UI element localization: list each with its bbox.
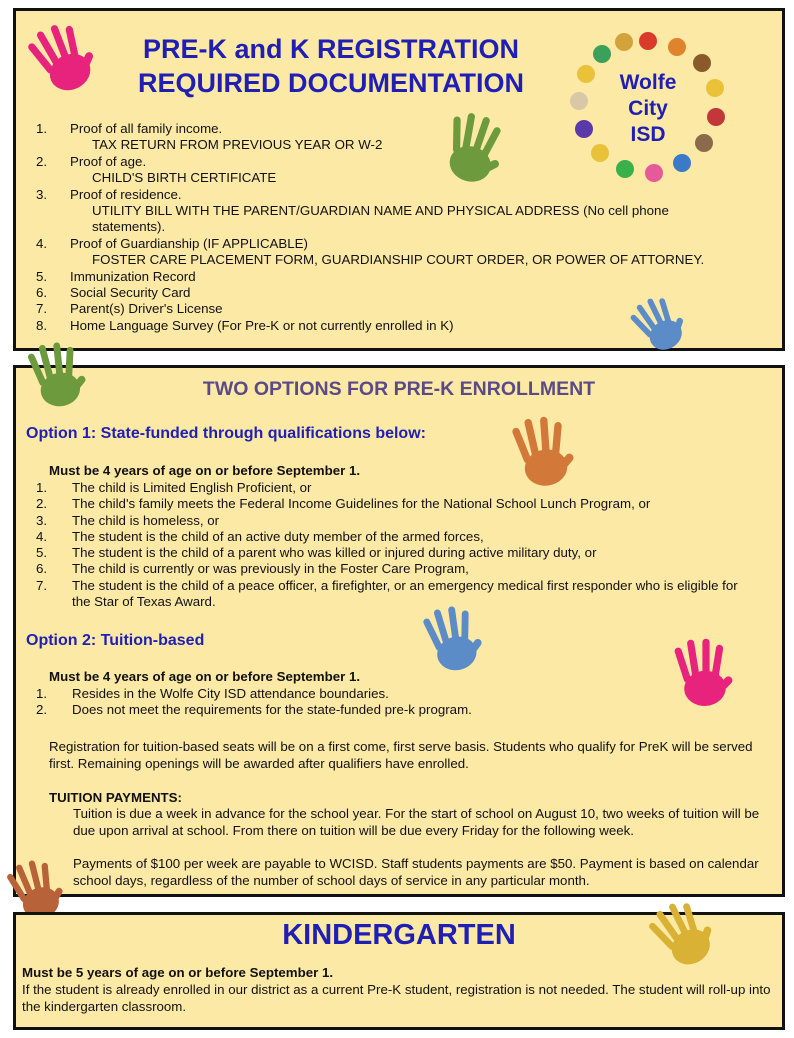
logo-text-line1: Wolfe [619, 71, 677, 94]
list-item: 1. Proof of all family income. TAX RETURN FROM PREVIOUS YEAR OR W-2 [36, 121, 383, 153]
list-item: 5. Immunization Record [36, 268, 196, 284]
page-title-line1: PRE-K and K REGISTRATION [142, 34, 519, 64]
documents-list [36, 121, 756, 334]
list-item: 5. The student is the child of a parent who was killed or injured during active military duty, or [36, 545, 597, 561]
list-item: 2. Proof of age. CHILD'S BIRTH CERTIFICATE [36, 153, 277, 186]
list-item: 6. Social Security Card [36, 285, 191, 301]
kindergarten-note: If the student is already enrolled in our district as a current Pre-K student, registration is not needed. The student will roll-up into the kindergarten classroom. [22, 982, 771, 1014]
list-item: 8. Home Language Survey (For Pre-K or not currently enrolled in K) [36, 317, 454, 333]
list-item: 2. Does not meet the requirements for the state-funded pre-k program. [36, 702, 472, 718]
pink-handprint-icon [24, 19, 104, 99]
list-item: 1. Resides in the Wolfe City ISD attendance boundaries. [36, 686, 389, 701]
list-item: 2. The child's family meets the Federal Income Guidelines for the National School Lunch Program, or [36, 496, 651, 512]
list-item: 7. The student is the child of a peace officer, a firefighter, or an emergency medical first responder who is eligible for the Star of Texas Award. [36, 577, 738, 610]
list-item: 3. Proof of residence. UTILITY BILL WITH THE PARENT/GUARDIAN NAME AND PHYSICAL ADDRESS (No cell phone statements). [36, 186, 669, 235]
kindergarten-age-requirement: Must be 5 years of age on or before September 1. [22, 965, 334, 980]
list-item: 7. Parent(s) Driver's License [36, 301, 223, 317]
documentation-section [13, 8, 785, 351]
option2-heading: Option 2: Tuition-based [26, 632, 205, 649]
registration-note: Registration for tuition-based seats will be on a first come, first serve basis. Students who qualify for PreK will be served first. Remaining openings will be awarded after qualifiers have enrolled. [49, 739, 753, 771]
kindergarten-heading: KINDERGARTEN [282, 919, 516, 951]
option2-list [36, 686, 766, 719]
green-handprint-icon [20, 334, 96, 418]
orange-handprint-icon [503, 410, 585, 496]
option1-list [36, 480, 766, 610]
kindergarten-section [13, 912, 785, 1030]
list-item: 4. The student is the child of an active duty member of the armed forces, [36, 528, 484, 544]
pink-handprint-icon [662, 634, 746, 714]
tuition-paragraph-2: Payments of $100 per week are payable to WCISD. Staff students payments are $50. Payment is based on calendar school days, regardless of the number of school days of service in any particular month. [73, 856, 759, 888]
list-item: 3. The child is homeless, or [36, 512, 220, 528]
blue-handprint-icon [416, 600, 492, 680]
list-item: 1. The child is Limited English Proficient, or [36, 480, 312, 495]
logo-text-line3: ISD [630, 123, 666, 146]
list-item: 6. The child is currently or was previously in the Foster Care Program, [36, 561, 469, 577]
yellow-handprint-icon [642, 897, 726, 973]
prek-options-section [13, 365, 785, 897]
page-title-line2: REQUIRED DOCUMENTATION [138, 68, 524, 98]
option1-age-requirement: Must be 4 years of age on or before September 1. [49, 463, 361, 478]
prek-heading: TWO OPTIONS FOR PRE-K ENROLLMENT [202, 378, 596, 400]
tuition-heading: TUITION PAYMENTS: [49, 790, 182, 805]
tuition-paragraph-1: Tuition is due a week in advance for the school year. For the start of school on August 10, two weeks of tuition will be due upon arrival at school. From there on tuition will be due every Friday for the following week. [73, 806, 760, 838]
option1-heading: Option 1: State-funded through qualifications below: [26, 425, 426, 442]
logo-text-line2: City [628, 97, 668, 120]
list-item: 4. Proof of Guardianship (IF APPLICABLE) FOSTER CARE PLACEMENT FORM, GUARDIANSHIP COURT ORDER, OR POWER OF ATTORNEY. [36, 235, 705, 268]
option2-age-requirement: Must be 4 years of age on or before September 1. [49, 669, 361, 684]
